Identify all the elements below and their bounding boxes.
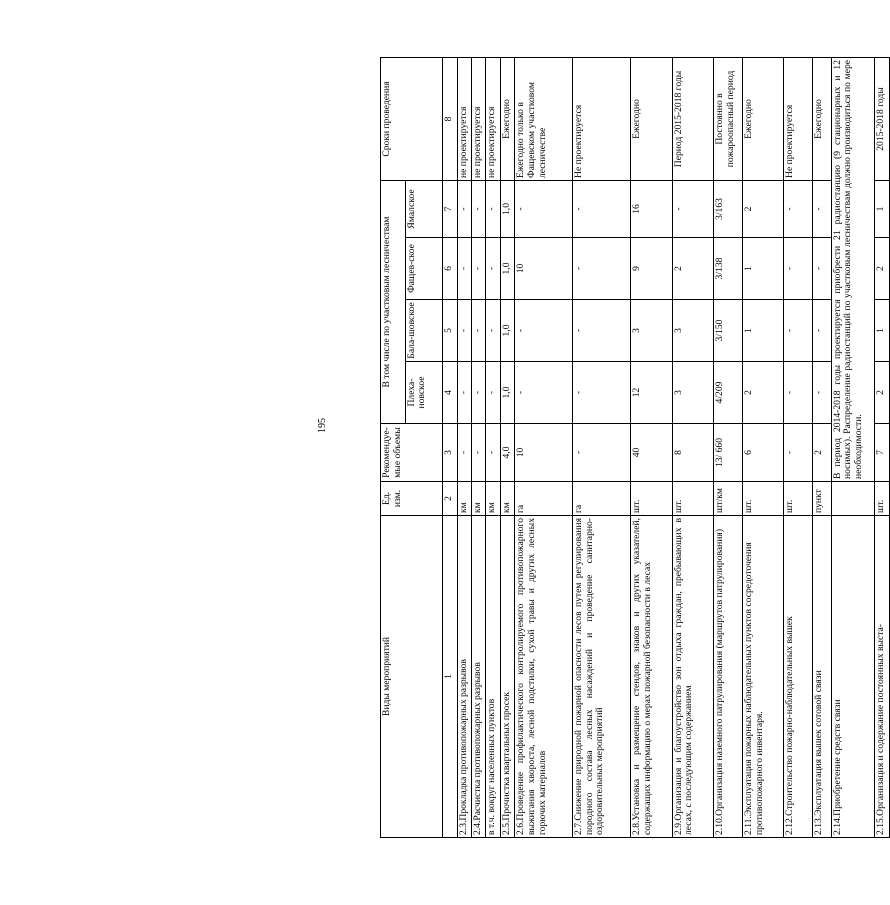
header-forestry-1: Плеха-новское	[405, 362, 442, 424]
table-row	[500, 57, 514, 837]
unit-cell: км	[472, 482, 486, 516]
header-recommended: Рекомендуе-мые объемы	[381, 424, 443, 482]
activity-cell: 2.14.Приобретение средств связи	[831, 516, 874, 838]
forestry-value-cell: 3/138	[714, 238, 743, 300]
forestry-value-cell: 3	[631, 300, 672, 362]
table-row	[813, 57, 832, 837]
unit-cell: шт.	[672, 482, 713, 516]
forestry-value-cell: -	[457, 180, 471, 237]
forestry-value-cell: 3/163	[714, 180, 743, 237]
recommended-cell: 4,0	[500, 424, 514, 482]
page-number: 195	[316, 417, 328, 433]
table-row	[672, 57, 713, 837]
forestry-value-cell: -	[457, 238, 471, 300]
recommended-cell: -	[457, 424, 471, 482]
header-by-forestry: В том числе по участковым лесничествам	[381, 180, 406, 423]
column-number: 2	[443, 482, 457, 516]
header-terms: Сроки проведения	[381, 57, 443, 180]
unit-cell: шт.	[875, 482, 890, 516]
forestry-value-cell: -	[784, 300, 813, 362]
recommended-cell: -	[486, 424, 500, 482]
forestry-value-cell: -	[573, 238, 631, 300]
activity-cell: 2.9.Организация и благоустройство зон отдыха граждан, пребывающих в лесах, с последующим содержанием	[672, 516, 713, 838]
unit-cell: км	[457, 482, 471, 516]
recommended-cell: 8	[672, 424, 713, 482]
column-number: 4	[443, 362, 457, 424]
table-row	[472, 57, 486, 837]
forestry-value-cell: 1	[875, 300, 890, 362]
table-row	[515, 57, 573, 837]
recommended-cell: 2	[813, 424, 832, 482]
table-row	[457, 57, 471, 837]
unit-cell: шт/км	[714, 482, 743, 516]
recommended-cell: -	[573, 424, 631, 482]
forestry-value-cell: -	[472, 300, 486, 362]
forestry-value-cell: 4/209	[714, 362, 743, 424]
column-number: 1	[443, 516, 457, 838]
forestry-value-cell: 3	[672, 300, 713, 362]
header-unit: Ед. изм.	[381, 482, 443, 516]
fire-measures-table	[380, 57, 890, 838]
forestry-value-cell: -	[813, 362, 832, 424]
forestry-value-cell: -	[472, 362, 486, 424]
table-row	[784, 57, 813, 837]
forestry-value-cell: 2	[672, 238, 713, 300]
table-row	[631, 57, 672, 837]
forestry-value-cell: -	[515, 300, 573, 362]
table-row	[742, 57, 783, 837]
measures-table-frame	[380, 58, 890, 838]
forestry-value-cell: -	[813, 300, 832, 362]
header-forestry-4: Ямалское	[405, 180, 442, 237]
forestry-value-cell: 9	[631, 238, 672, 300]
forestry-value-cell: -	[784, 362, 813, 424]
activity-cell: 2.4.Расчистка противопожарных разрывов	[472, 516, 486, 838]
forestry-value-cell: -	[813, 180, 832, 237]
forestry-value-cell: 2	[742, 362, 783, 424]
header-forestry-2: Бала-шовское	[405, 300, 442, 362]
column-number: 8	[443, 57, 457, 180]
forestry-value-cell: 16	[631, 180, 672, 237]
recommended-cell: 7	[875, 424, 890, 482]
recommended-cell: -	[472, 424, 486, 482]
unit-cell: пункт	[813, 482, 832, 516]
column-number-row	[443, 57, 457, 837]
recommended-cell: 10	[515, 424, 573, 482]
forestry-value-cell: -	[457, 362, 471, 424]
activity-cell: 2.15.Организация и содержание постоянных выста-	[875, 516, 890, 838]
forestry-value-cell: 2	[875, 238, 890, 300]
forestry-value-cell: -	[573, 300, 631, 362]
activity-cell: 2.13.Эксплуатация вышек сотовой связи	[813, 516, 832, 838]
header-activity: Виды мероприятий	[381, 516, 443, 838]
column-number: 7	[443, 180, 457, 237]
forestry-value-cell: 2	[875, 362, 890, 424]
activity-cell: 2.3.Прокладка противопожарных разрывов	[457, 516, 471, 838]
forestry-value-cell: -	[813, 238, 832, 300]
forestry-value-cell: 1,0	[500, 300, 514, 362]
forestry-value-cell: -	[573, 362, 631, 424]
header-forestry-3: Фащев-ское	[405, 238, 442, 300]
term-cell: Ежегодно	[500, 57, 514, 180]
recommended-cell: 40	[631, 424, 672, 482]
table-row	[831, 57, 874, 837]
unit-cell: шт.	[742, 482, 783, 516]
forestry-value-cell: 1,0	[500, 180, 514, 237]
forestry-value-cell: 3	[672, 362, 713, 424]
forestry-value-cell: 1,0	[500, 238, 514, 300]
forestry-value-cell: -	[486, 362, 500, 424]
forestry-value-cell: 2	[742, 180, 783, 237]
unit-cell: км	[486, 482, 500, 516]
recommended-cell: 6	[742, 424, 783, 482]
table-row	[714, 57, 743, 837]
table-row	[875, 57, 890, 837]
activity-cell: 2.10.Организация наземного патрулирования (маршрутов патрулирования)	[714, 516, 743, 838]
activity-cell: 2.7.Снижение природной пожарной опасности лесов путем регулирования породного состава лесных насаждений и проведение санитарно-оздоровительных мероприятий	[573, 516, 631, 838]
forestry-value-cell: -	[573, 180, 631, 237]
recommended-cell: -	[784, 424, 813, 482]
activity-cell: 2.6.Проведение профилактического контролируемого противопожарного выжигания хвороста, лесной подстилки, сухой травы и других лесных горючих материалов	[515, 516, 573, 838]
forestry-value-cell: 1	[875, 180, 890, 237]
term-cell: Ежегодно только в Фащевском участковом лесничестве	[515, 57, 573, 180]
activity-cell: 2.11.Эксплуатация пожарных наблюдательных пунктов сосредоточения противопожарного инвентаря.	[742, 516, 783, 838]
forestry-value-cell: -	[486, 238, 500, 300]
term-cell: не проектируется	[457, 57, 471, 180]
unit-cell: га	[573, 482, 631, 516]
forestry-value-cell: -	[784, 180, 813, 237]
term-cell: Постоянно в пожароопасный период	[714, 57, 743, 180]
forestry-value-cell: -	[472, 238, 486, 300]
forestry-value-cell: 3/150	[714, 300, 743, 362]
activity-cell: 2.12.Строительство пожарно-наблюдательных вышек	[784, 516, 813, 838]
term-cell: Ежегодно	[813, 57, 832, 180]
forestry-value-cell: -	[784, 238, 813, 300]
term-cell: Не проектируется	[573, 57, 631, 180]
unit-cell: км	[500, 482, 514, 516]
forestry-value-cell: 12	[631, 362, 672, 424]
activity-cell: 2.5.Прочистка квартальных просек	[500, 516, 514, 838]
term-cell: не проектируется	[472, 57, 486, 180]
table-row	[486, 57, 500, 837]
term-cell: не проектируется	[486, 57, 500, 180]
term-cell: Ежегодно	[742, 57, 783, 180]
table-row	[573, 57, 631, 837]
unit-cell: шт.	[784, 482, 813, 516]
forestry-value-cell: 1,0	[500, 362, 514, 424]
forestry-value-cell: -	[472, 180, 486, 237]
term-cell: 2015-2018 годы	[875, 57, 890, 180]
forestry-value-cell: -	[515, 180, 573, 237]
column-number: 6	[443, 238, 457, 300]
term-cell: Не проектируется	[784, 57, 813, 180]
forestry-value-cell: -	[457, 300, 471, 362]
unit-cell: шт.	[631, 482, 672, 516]
term-cell: Период 2015-2018 годы	[672, 57, 713, 180]
recommended-cell: 13/ 660	[714, 424, 743, 482]
forestry-value-cell: 1	[742, 300, 783, 362]
forestry-value-cell: 10	[515, 238, 573, 300]
activity-cell: 2.8.Установка и размещение стендов, знаков и других указателей, содержащих информацию о мерах пожарной безопасности в лесах	[631, 516, 672, 838]
forestry-value-cell: 1	[742, 238, 783, 300]
forestry-value-cell: -	[672, 180, 713, 237]
column-number: 3	[443, 424, 457, 482]
activity-cell: в т.ч. вокруг населенных пунктов	[486, 516, 500, 838]
column-number: 5	[443, 300, 457, 362]
forestry-value-cell: -	[515, 362, 573, 424]
note-cell: В период 2014-2018 годы проектируется приобрести 21 радиостанцию (9 стационарных и 12 носимых). Распределение радиостанций по участковым лесничествам должно производиться по мере необходимости.	[831, 57, 874, 481]
unit-cell: га	[515, 482, 573, 516]
term-cell: Ежегодно	[631, 57, 672, 180]
forestry-value-cell: -	[486, 180, 500, 237]
forestry-value-cell: -	[486, 300, 500, 362]
